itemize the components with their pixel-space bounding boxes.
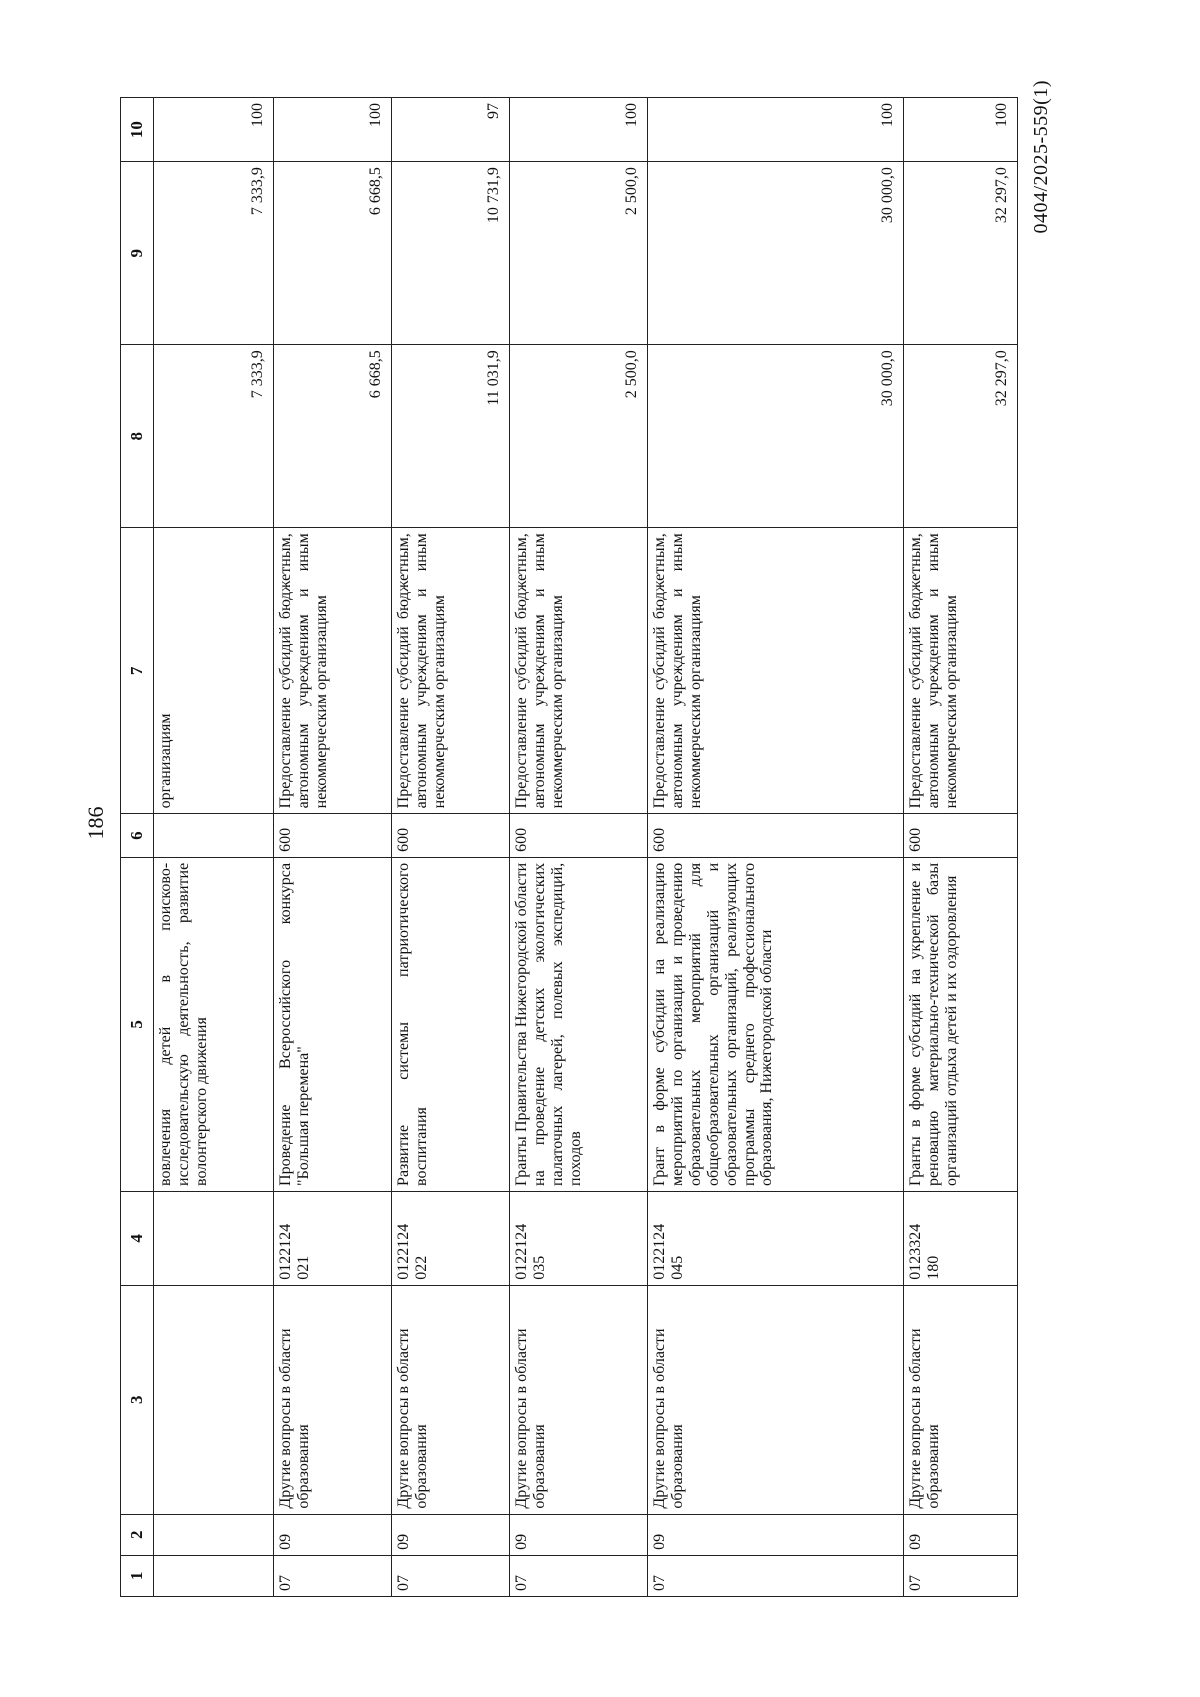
table-row (510, 98, 648, 1597)
cell-expense-type: 600 (274, 814, 392, 857)
cell-actual: 30 000,0 (648, 162, 904, 345)
cell-description: Гранты Правительства Нижегородской области на проведение детских экологических палаточных лагерей, полевых экспедиций, походов (510, 857, 648, 1191)
cell-section-name: Другие вопросы в области образования (274, 1285, 392, 1514)
cell-planned: 32 297,0 (904, 345, 1018, 528)
cell-expense-type: 600 (904, 814, 1018, 857)
cell-percent: 100 (904, 98, 1018, 162)
cell-expense-name: Предоставление субсидий бюджетным, автономным учреждениям и иным некоммерческим организациям (510, 528, 648, 814)
cell-expense-name: Предоставление субсидий бюджетным, автономным учреждениям и иным некоммерческим организациям (904, 528, 1018, 814)
cell-subsection (154, 1514, 274, 1555)
cell-target-code: 0122124 022 (392, 1191, 510, 1285)
cell-planned: 2 500,0 (510, 345, 648, 528)
cell-target-code: 0123324 180 (904, 1191, 1018, 1285)
cell-section-name: Другие вопросы в области образования (904, 1285, 1018, 1514)
cell-section: 07 (274, 1555, 392, 1596)
cell-subsection: 09 (392, 1514, 510, 1555)
cell-description: Грант в форме субсидии на реализацию мероприятий по организации и проведению образовательных мероприятий для общеобразовательных организаций и образовательных организаций, реализующих программы среднего профессионального образования, Нижегородской области (648, 857, 904, 1191)
cell-percent: 100 (648, 98, 904, 162)
cell-target-code: 0122124 035 (510, 1191, 648, 1285)
cell-description: Проведение Всероссийского конкурса "Большая перемена" (274, 857, 392, 1191)
table-row (648, 98, 904, 1597)
cell-percent: 100 (154, 98, 274, 162)
cell-subsection: 09 (648, 1514, 904, 1555)
col-header-9: 9 (121, 162, 154, 345)
col-header-3: 3 (121, 1285, 154, 1514)
page-number: 186 (83, 806, 108, 840)
col-header-1: 1 (121, 1555, 154, 1596)
cell-description: Развитие системы патриотического воспитания (392, 857, 510, 1191)
cell-expense-type (154, 814, 274, 857)
cell-target-code: 0122124 021 (274, 1191, 392, 1285)
cell-actual: 7 333,9 (154, 162, 274, 345)
cell-subsection: 09 (510, 1514, 648, 1555)
col-header-2: 2 (121, 1514, 154, 1555)
cell-subsection: 09 (274, 1514, 392, 1555)
cell-planned: 7 333,9 (154, 345, 274, 528)
cell-section-name: Другие вопросы в области образования (648, 1285, 904, 1514)
table-row (904, 98, 1018, 1597)
cell-section: 07 (510, 1555, 648, 1596)
cell-expense-type: 600 (648, 814, 904, 857)
cell-section-name (154, 1285, 274, 1514)
cell-section: 07 (392, 1555, 510, 1596)
cell-expense-name: организациям (154, 528, 274, 814)
col-header-6: 6 (121, 814, 154, 857)
col-header-7: 7 (121, 528, 154, 814)
col-header-10: 10 (121, 98, 154, 162)
cell-expense-type: 600 (510, 814, 648, 857)
cell-percent: 97 (392, 98, 510, 162)
cell-section: 07 (904, 1555, 1018, 1596)
cell-actual: 2 500,0 (510, 162, 648, 345)
cell-percent: 100 (274, 98, 392, 162)
budget-table-container (120, 97, 1020, 1597)
budget-table (120, 97, 1018, 1597)
cell-planned: 30 000,0 (648, 345, 904, 528)
table-row (274, 98, 392, 1597)
cell-description: вовлечения детей в поисково-исследовательскую деятельность, развитие волонтерского движения (154, 857, 274, 1191)
cell-expense-name: Предоставление субсидий бюджетным, автономным учреждениям и иным некоммерческим организациям (648, 528, 904, 814)
cell-section (154, 1555, 274, 1596)
col-header-8: 8 (121, 345, 154, 528)
cell-section-name: Другие вопросы в области образования (392, 1285, 510, 1514)
header-row (121, 98, 154, 1597)
cell-expense-name: Предоставление субсидий бюджетным, автономным учреждениям и иным некоммерческим организациям (274, 528, 392, 814)
cell-target-code: 0122124 045 (648, 1191, 904, 1285)
table-row (392, 98, 510, 1597)
document-code: 0404/2025-559(1) (1030, 80, 1052, 234)
cell-expense-type: 600 (392, 814, 510, 857)
table-row (154, 98, 274, 1597)
cell-actual: 6 668,5 (274, 162, 392, 345)
cell-expense-name: Предоставление субсидий бюджетным, автономным учреждениям и иным некоммерческим организациям (392, 528, 510, 814)
cell-target-code (154, 1191, 274, 1285)
cell-percent: 100 (510, 98, 648, 162)
cell-planned: 11 031,9 (392, 345, 510, 528)
cell-subsection: 09 (904, 1514, 1018, 1555)
cell-planned: 6 668,5 (274, 345, 392, 528)
cell-description: Гранты в форме субсидий на укрепление и реновацию материально-технической базы организаций отдыха детей и их оздоровления (904, 857, 1018, 1191)
col-header-4: 4 (121, 1191, 154, 1285)
cell-actual: 10 731,9 (392, 162, 510, 345)
cell-section: 07 (648, 1555, 904, 1596)
col-header-5: 5 (121, 857, 154, 1191)
cell-section-name: Другие вопросы в области образования (510, 1285, 648, 1514)
cell-actual: 32 297,0 (904, 162, 1018, 345)
